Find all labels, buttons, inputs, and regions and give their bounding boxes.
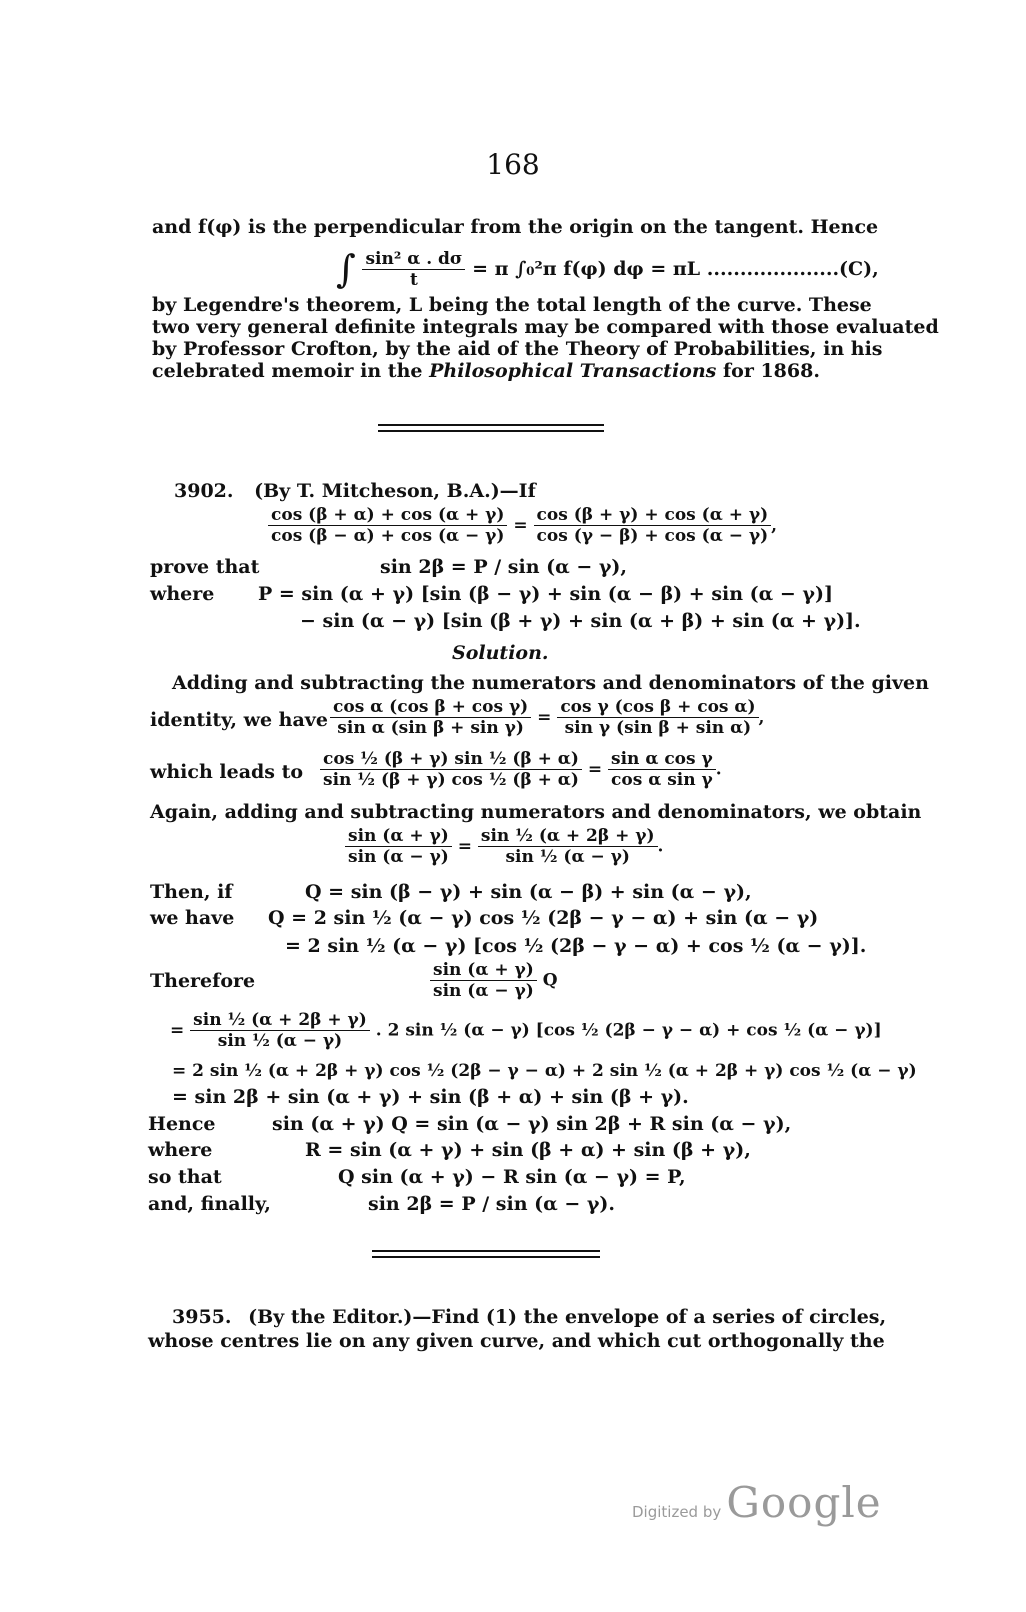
problem-3955-text-1: (By the Editor.)—Find (1) the envelope of a series of circles, bbox=[248, 1306, 887, 1328]
step-1-den: sin ½ (α − γ) bbox=[217, 1031, 343, 1051]
intro-line-4: two very general definite integrals may be compared with those evaluated bbox=[152, 316, 939, 338]
wehave-equation-2: = 2 sin ½ (α − γ) [cos ½ (2β − γ − α) + cos ½ (α − γ)]. bbox=[285, 935, 867, 957]
therefore-q: Q bbox=[542, 970, 558, 991]
identity-rhs-num: cos γ (cos β + cos α) bbox=[557, 697, 758, 718]
identity-rhs-fraction bbox=[557, 697, 758, 738]
finally-label: and, finally, bbox=[148, 1193, 271, 1215]
wehave-equation-1: Q = 2 sin ½ (α − γ) cos ½ (2β − γ − α) + sin (α − γ) bbox=[268, 907, 819, 929]
therefore-num: sin (α + γ) bbox=[430, 960, 537, 981]
problem-number: 3902. bbox=[174, 480, 234, 502]
hence-label: Hence bbox=[148, 1113, 216, 1135]
then-label: Then, if bbox=[150, 881, 233, 903]
problem-3955-line-1 bbox=[172, 1306, 886, 1328]
step-3: = sin 2β + sin (α + γ) + sin (β + α) + sin (β + γ). bbox=[172, 1086, 689, 1108]
given-rhs-num: cos (β + γ) + cos (α + γ) bbox=[534, 505, 772, 526]
integral-sign-icon: ∫ bbox=[336, 247, 356, 291]
given-rhs-fraction bbox=[534, 505, 772, 546]
intro-line-6 bbox=[152, 360, 820, 382]
therefore-expression bbox=[430, 960, 558, 1001]
identity-lhs-num: cos α (cos β + cos γ) bbox=[330, 697, 531, 718]
leads-lhs-num: cos ½ (β + γ) sin ½ (β + α) bbox=[320, 749, 582, 770]
given-lhs-den: cos (β − α) + cos (α − γ) bbox=[271, 526, 505, 546]
given-lhs-num: cos (β + α) + cos (α + γ) bbox=[268, 505, 507, 526]
step-1-fraction bbox=[190, 1010, 370, 1051]
problem-3902-heading bbox=[174, 480, 536, 502]
problem-3955-line-2: whose centres lie on any given curve, and which cut orthogonally the bbox=[148, 1330, 885, 1352]
step-1-rest: . 2 sin ½ (α − γ) [cos ½ (2β − γ − α) + cos ½ (α − γ)] bbox=[375, 1020, 882, 1041]
sothat-equation: Q sin (α + γ) − R sin (α − γ) = P, bbox=[338, 1166, 686, 1188]
leads-rhs-den: cos α sin γ bbox=[611, 770, 713, 790]
intro-line-3: by Legendre's theorem, L being the total length of the curve. These bbox=[152, 294, 872, 316]
given-lhs-fraction bbox=[268, 505, 507, 546]
integral-lhs-fraction bbox=[362, 249, 465, 290]
google-logo: Google bbox=[726, 1478, 882, 1527]
problem-3955-number: 3955. bbox=[172, 1306, 232, 1328]
identity-equation: $\frac{\text{cos α (cos β + cos γ)}}{\text{sin α (sin β + sin γ)}}$ = $\frac{\text{cos γ (cos β + cos α)}}{\text{sin γ (sin β + sin α)}}$ , bbox=[330, 697, 764, 738]
intro-line-1: and f(φ) is the perpendicular from the origin on the tangent. Hence bbox=[152, 216, 879, 238]
wehave-label: we have bbox=[150, 907, 235, 929]
p-definition-2: − sin (α − γ) [sin (β + γ) + sin (α + β) + sin (α + γ)]. bbox=[300, 610, 861, 632]
divider-rule-1a bbox=[378, 424, 604, 426]
prove-label: prove that bbox=[150, 556, 260, 578]
problem-byline: (By T. Mitcheson, B.A.)—If bbox=[254, 480, 536, 502]
then-equation: Q = sin (β − γ) + sin (α − β) + sin (α − γ), bbox=[305, 881, 752, 903]
again-rhs-num: sin ½ (α + 2β + γ) bbox=[478, 826, 658, 847]
again-lhs-num: sin (α + γ) bbox=[345, 826, 452, 847]
intro-line-6-pre: celebrated memoir in the bbox=[152, 360, 430, 382]
again-equation: $\frac{\sin (\alpha + \gamma)}{\sin (\alpha - \gamma)}$ = $\frac{\text{sin ½ (α + 2β + γ)}}{\text{sin ½ (α − γ)}}$ . bbox=[345, 826, 663, 867]
p-definition-1: P = sin (α + γ) [sin (β − γ) + sin (α − β) + sin (α − γ)] bbox=[258, 583, 833, 605]
finally-equation: sin 2β = P / sin (α − γ). bbox=[368, 1193, 616, 1215]
therefore-fraction bbox=[430, 960, 537, 1001]
divider-rule-1b bbox=[378, 430, 604, 432]
identity-lhs-fraction bbox=[330, 697, 531, 738]
identity-rhs-den: sin γ (sin β + sin α) bbox=[564, 718, 752, 738]
again-lhs-fraction bbox=[345, 826, 452, 867]
digitized-by-google-watermark bbox=[632, 1478, 882, 1527]
solution-title: Solution. bbox=[452, 642, 549, 664]
hence-equation: sin (α + γ) Q = sin (α − γ) sin 2β + R sin (α − γ), bbox=[272, 1113, 792, 1135]
leads-equation: $\frac{\text{cos ½ (β + γ) sin ½ (β + α)}}{\text{sin ½ (β + γ) cos ½ (β + α)}}$ = $\frac{\text{sin α cos γ}}{\text{cos α sin γ}}$ . bbox=[320, 749, 722, 790]
r-definition: R = sin (α + γ) + sin (β + α) + sin (β + γ), bbox=[305, 1139, 751, 1161]
sothat-label: so that bbox=[148, 1166, 222, 1188]
therefore-den: sin (α − γ) bbox=[433, 981, 534, 1001]
leads-rhs-fraction bbox=[608, 749, 716, 790]
again-rhs-den: sin ½ (α − γ) bbox=[505, 847, 630, 867]
given-rhs-den: cos (γ − β) + cos (α − γ) bbox=[536, 526, 769, 546]
step-2: = 2 sin ½ (α + 2β + γ) cos ½ (2β − γ − α) + 2 sin ½ (α + 2β + γ) cos ½ (α − γ) bbox=[172, 1061, 917, 1081]
intro-line-6-post: for 1868. bbox=[716, 360, 820, 382]
integral-rhs: = π ∫₀²π f(φ) dφ = πL ....................(C), bbox=[472, 258, 879, 280]
integral-lhs-num: sin² α . dσ bbox=[362, 249, 465, 270]
leads-lhs-fraction bbox=[320, 749, 582, 790]
leads-label: which leads to bbox=[150, 761, 304, 783]
identity-lhs-den: sin α (sin β + sin γ) bbox=[337, 718, 524, 738]
divider-rule-2a bbox=[372, 1250, 600, 1252]
integral-equation bbox=[336, 247, 879, 291]
where-label-2: where bbox=[148, 1139, 213, 1161]
step-1: = $\frac{\text{sin ½ (α + 2β + γ)}}{\text{sin ½ (α − γ)}}$ . 2 sin ½ (α − γ) [cos ½ (2β − γ − α) + cos ½ (α − γ)] bbox=[170, 1010, 882, 1051]
divider-rule-2b bbox=[372, 1256, 600, 1258]
therefore-label: Therefore bbox=[150, 970, 256, 992]
watermark-small: Digitized by bbox=[632, 1503, 722, 1521]
where-label: where bbox=[150, 583, 215, 605]
again-rhs-fraction bbox=[478, 826, 658, 867]
leads-rhs-num: sin α cos γ bbox=[608, 749, 716, 770]
intro-line-5: by Professor Crofton, by the aid of the Theory of Probabilities, in his bbox=[152, 338, 883, 360]
step-1-num: sin ½ (α + 2β + γ) bbox=[190, 1010, 370, 1031]
again-lhs-den: sin (α − γ) bbox=[348, 847, 449, 867]
solution-line-1: Adding and subtracting the numerators and denominators of the given bbox=[172, 672, 929, 694]
page-number: 168 bbox=[486, 148, 540, 181]
prove-equation: sin 2β = P / sin (α − γ), bbox=[380, 556, 628, 578]
journal-title: Philosophical Transactions bbox=[429, 360, 717, 382]
given-identity: $\frac{\cos (\beta + \alpha) + \cos (\alpha + \gamma)}{\cos (\beta - \alpha) + \cos (\alpha - \gamma)}$ = $\frac{\cos (\beta + \gamma) + \cos (\alpha + \gamma)}{\cos (\gamma - \beta) + \cos (\alpha - \gamma)}$ , bbox=[268, 505, 777, 546]
leads-lhs-den: sin ½ (β + γ) cos ½ (β + α) bbox=[323, 770, 579, 790]
again-line: Again, adding and subtracting numerators and denominators, we obtain bbox=[150, 801, 922, 823]
integral-lhs-den: t bbox=[410, 269, 418, 290]
identity-label: identity, we have bbox=[150, 709, 328, 731]
